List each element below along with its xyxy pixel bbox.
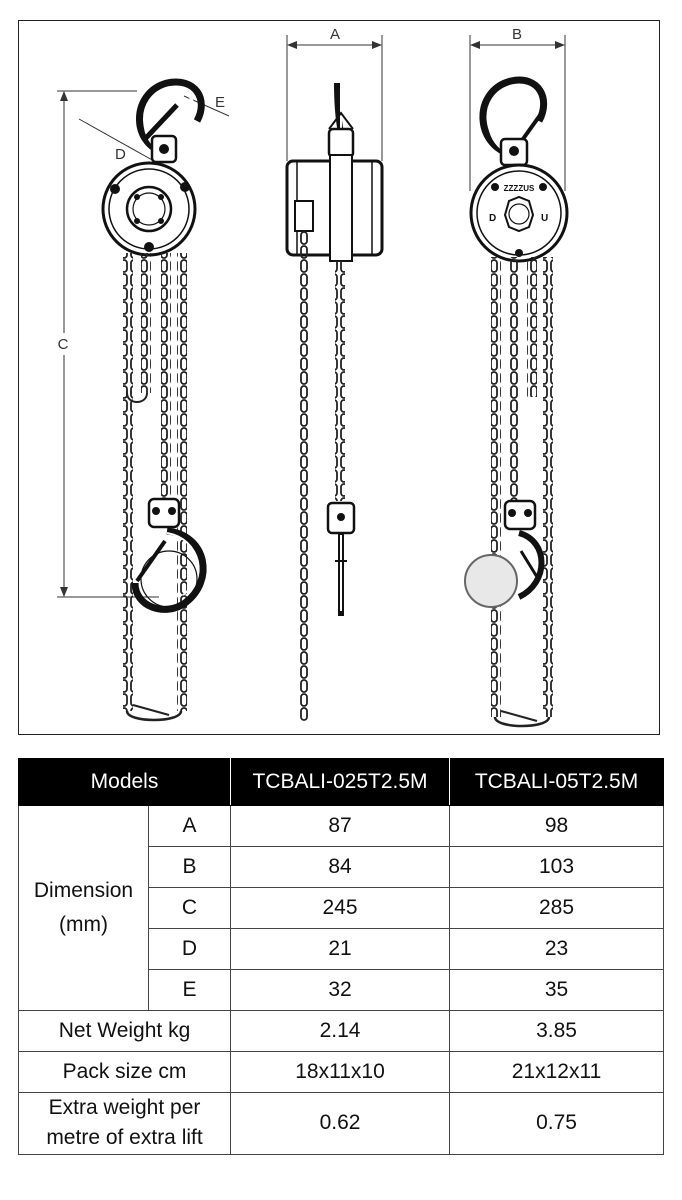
- pack-size-row: [19, 1052, 664, 1093]
- plate-text: ZZZZUS: [503, 184, 535, 193]
- dim-label-b: B: [511, 26, 523, 43]
- svg-text:U: U: [541, 213, 549, 224]
- dimension-value-model-2: 98: [450, 806, 664, 847]
- header-row: [19, 759, 664, 806]
- header-model-1: TCBALI-025T2.5M: [231, 759, 450, 806]
- dimension-key: A: [149, 806, 231, 847]
- dim-label-d: D: [115, 146, 126, 163]
- dimension-value-model-2: 35: [450, 970, 664, 1011]
- header-models: Models: [19, 759, 231, 806]
- pack-size-model-1: 18x11x10: [231, 1052, 450, 1093]
- dimension-value-model-1: 245: [231, 888, 450, 929]
- extra-weight-label: [19, 1093, 231, 1155]
- extra-weight-model-2: 0.75: [450, 1093, 664, 1155]
- dimension-value-model-1: 87: [231, 806, 450, 847]
- back-view: [465, 26, 567, 726]
- net-weight-row: [19, 1011, 664, 1052]
- dimension-row-a: [19, 806, 664, 847]
- net-weight-model-1: 2.14: [231, 1011, 450, 1052]
- dimension-label-line2: (mm): [59, 913, 108, 936]
- dim-label-e: E: [215, 94, 226, 111]
- dimension-key: D: [149, 929, 231, 970]
- dimension-value-model-2: 103: [450, 847, 664, 888]
- dimension-label: [19, 806, 149, 1011]
- dimension-value-model-2: 285: [450, 888, 664, 929]
- net-weight-label: Net Weight kg: [19, 1011, 231, 1052]
- pack-size-model-2: 21x12x11: [450, 1052, 664, 1093]
- dimension-key: E: [149, 970, 231, 1011]
- dim-label-c: C: [57, 336, 69, 353]
- dimension-value-model-1: 84: [231, 847, 450, 888]
- dim-label-a: A: [329, 26, 341, 43]
- extra-weight-model-1: 0.62: [231, 1093, 450, 1155]
- dimension-value-model-1: 32: [231, 970, 450, 1011]
- net-weight-model-2: 3.85: [450, 1011, 664, 1052]
- extra-weight-label-line2: metre of extra lift: [46, 1126, 203, 1150]
- side-view: [287, 26, 382, 721]
- dimension-label-line1: Dimension: [33, 879, 134, 902]
- dimension-key: B: [149, 847, 231, 888]
- dimension-key: C: [149, 888, 231, 929]
- spec-table: [18, 758, 664, 1155]
- extra-weight-label-line1: Extra weight per: [48, 1096, 201, 1119]
- technical-drawing: [18, 20, 660, 735]
- hoist-drawing-svg: [19, 21, 661, 736]
- front-view: [51, 82, 229, 720]
- header-model-2: TCBALI-05T2.5M: [450, 759, 664, 806]
- pack-size-label: Pack size cm: [19, 1052, 231, 1093]
- dimension-value-model-2: 23: [450, 929, 664, 970]
- svg-text:D: D: [489, 213, 497, 224]
- extra-weight-row: [19, 1093, 664, 1155]
- dimension-value-model-1: 21: [231, 929, 450, 970]
